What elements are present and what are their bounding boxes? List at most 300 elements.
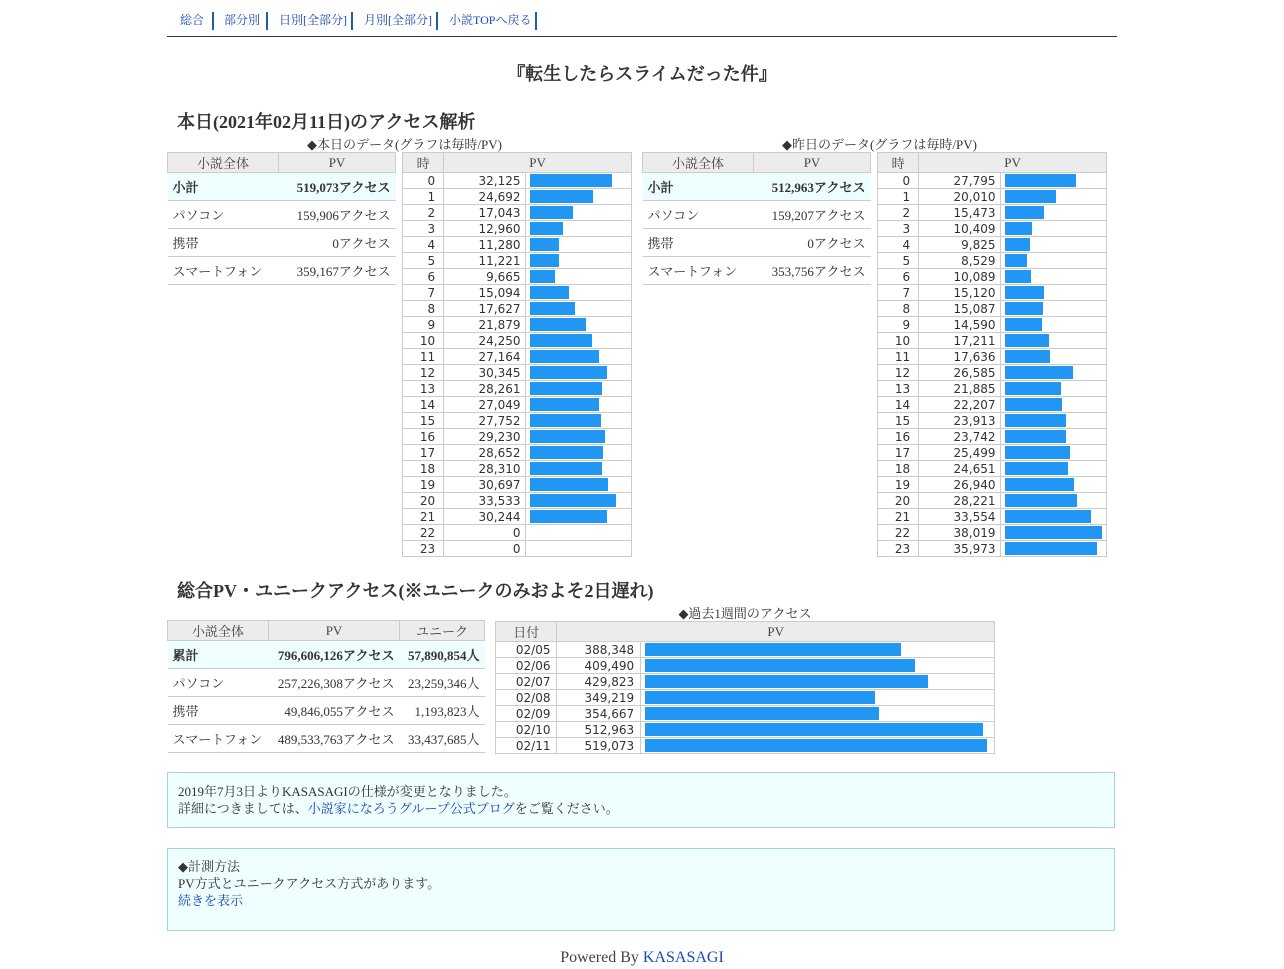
pv-cell: 22,207 [919, 397, 1000, 413]
row-label: パソコン [168, 669, 269, 697]
bar-cell [525, 413, 631, 429]
hourly-row [878, 173, 1107, 189]
method-title: ◆計測方法 [178, 859, 240, 874]
hourly-row [878, 413, 1107, 429]
pv-cell: 26,940 [919, 477, 1000, 493]
pv-bar [530, 430, 605, 443]
hour-cell: 12 [403, 365, 444, 381]
col-header: PV [919, 153, 1107, 173]
row-pv: 796,606,126アクセス [269, 641, 400, 669]
pv-bar [1005, 302, 1043, 315]
notice-suffix: をご覧ください。 [514, 801, 619, 816]
pv-cell: 15,094 [444, 285, 525, 301]
pv-bar [645, 739, 987, 752]
hourly-row [878, 253, 1107, 269]
today-summary-table [167, 152, 396, 285]
pv-bar [1005, 174, 1076, 187]
pv-bar [1005, 254, 1027, 267]
bar-cell [1000, 301, 1106, 317]
hour-cell: 6 [878, 269, 919, 285]
bar-cell [1000, 205, 1106, 221]
bar-cell [1000, 493, 1106, 509]
pv-bar [530, 462, 602, 475]
bar-cell [525, 525, 631, 541]
table-row [168, 697, 485, 725]
hour-cell: 1 [403, 189, 444, 205]
hourly-row [878, 333, 1107, 349]
col-header: ユニーク [400, 621, 485, 641]
pv-bar [530, 238, 559, 251]
date-cell: 02/11 [496, 738, 557, 754]
bar-cell [641, 722, 995, 738]
pv-bar [1005, 366, 1073, 379]
pv-cell: 23,913 [919, 413, 1000, 429]
bar-cell [1000, 173, 1106, 189]
pv-bar [530, 414, 601, 427]
hour-cell: 2 [403, 205, 444, 221]
weekly-row [496, 674, 995, 690]
hour-cell: 20 [878, 493, 919, 509]
pv-cell: 15,087 [919, 301, 1000, 317]
hour-cell: 22 [403, 525, 444, 541]
pv-cell: 24,250 [444, 333, 525, 349]
hour-cell: 3 [878, 221, 919, 237]
bar-cell [525, 189, 631, 205]
col-header: 時 [403, 153, 444, 173]
pv-cell: 15,473 [919, 205, 1000, 221]
weekly-row [496, 722, 995, 738]
nav-separator [535, 12, 537, 30]
hourly-row [878, 541, 1107, 557]
nav-separator [266, 12, 268, 30]
col-header: PV [754, 153, 871, 173]
row-label: 携帯 [643, 229, 754, 257]
novel-title: 『転生したらスライムだった件』 [507, 64, 777, 84]
bar-cell [525, 269, 631, 285]
hour-cell: 3 [403, 221, 444, 237]
weekly-row [496, 706, 995, 722]
bar-cell [525, 285, 631, 301]
pv-bar [530, 366, 607, 379]
hourly-row [878, 301, 1107, 317]
row-unique: 1,193,823人 [400, 697, 485, 725]
pv-bar [1005, 222, 1032, 235]
hour-cell: 0 [403, 173, 444, 189]
pv-bar [1005, 526, 1102, 539]
pv-cell: 15,120 [919, 285, 1000, 301]
pv-bar [530, 398, 599, 411]
bar-cell [1000, 189, 1106, 205]
hour-cell: 16 [878, 429, 919, 445]
hourly-row [403, 525, 632, 541]
bar-cell [525, 541, 631, 557]
pv-cell: 27,049 [444, 397, 525, 413]
hourly-row [403, 189, 632, 205]
today-hourly-table [402, 152, 632, 557]
pv-bar [530, 446, 603, 459]
col-header: PV [279, 153, 396, 173]
method-box [167, 848, 1115, 931]
nav-by-part-link[interactable]: 部分別 [224, 13, 261, 27]
date-cell: 02/06 [496, 658, 557, 674]
pv-cell: 23,742 [919, 429, 1000, 445]
hourly-row [878, 477, 1107, 493]
row-label: パソコン [168, 201, 279, 229]
row-value: 159,906アクセス [279, 201, 396, 229]
pv-bar [530, 254, 559, 267]
row-pv: 257,226,308アクセス [269, 669, 400, 697]
row-value: 359,167アクセス [279, 257, 396, 285]
hour-cell: 21 [403, 509, 444, 525]
table-row [643, 257, 871, 285]
pv-bar [530, 494, 616, 507]
pv-cell: 17,627 [444, 301, 525, 317]
bar-cell [525, 237, 631, 253]
hour-cell: 9 [403, 317, 444, 333]
hour-cell: 15 [878, 413, 919, 429]
bar-cell [1000, 525, 1106, 541]
bar-cell [1000, 477, 1106, 493]
bar-cell [641, 674, 995, 690]
hourly-row [403, 205, 632, 221]
hourly-row [403, 221, 632, 237]
nav-daily-link[interactable]: 日別[全部分] [279, 13, 347, 27]
pv-cell: 28,652 [444, 445, 525, 461]
bar-cell [641, 738, 995, 754]
row-label: スマートフォン [168, 257, 279, 285]
pv-bar [1005, 238, 1030, 251]
pv-cell: 9,825 [919, 237, 1000, 253]
hourly-row [403, 445, 632, 461]
hourly-row [403, 381, 632, 397]
hour-cell: 14 [878, 397, 919, 413]
bar-cell [525, 253, 631, 269]
row-label: 携帯 [168, 697, 269, 725]
hour-cell: 23 [403, 541, 444, 557]
hour-cell: 18 [878, 461, 919, 477]
pv-cell: 11,221 [444, 253, 525, 269]
row-label: 小計 [643, 173, 754, 201]
yesterday-summary-table [642, 152, 871, 285]
hourly-row [878, 525, 1107, 541]
row-value: 159,207アクセス [754, 201, 871, 229]
hourly-row [403, 285, 632, 301]
weekly-table [495, 621, 995, 754]
pv-bar [1005, 382, 1061, 395]
hour-cell: 18 [403, 461, 444, 477]
row-pv: 489,533,763アクセス [269, 725, 400, 753]
hourly-row [403, 493, 632, 509]
nav-monthly-link[interactable]: 月別[全部分] [364, 13, 432, 27]
hourly-row [878, 429, 1107, 445]
hour-cell: 8 [403, 301, 444, 317]
table-row [168, 725, 485, 753]
bar-cell [525, 461, 631, 477]
row-label: 携帯 [168, 229, 279, 257]
bar-cell [1000, 221, 1106, 237]
hourly-row [878, 365, 1107, 381]
pv-cell: 17,043 [444, 205, 525, 221]
yesterday-caption: ◆昨日のデータ(グラフは毎時/PV) [782, 137, 977, 152]
pv-cell: 388,348 [557, 642, 641, 658]
row-label: 小計 [168, 173, 279, 201]
bar-cell [1000, 509, 1106, 525]
hourly-row [403, 413, 632, 429]
hour-cell: 21 [878, 509, 919, 525]
bar-cell [525, 381, 631, 397]
pv-cell: 24,692 [444, 189, 525, 205]
hourly-row [878, 493, 1107, 509]
official-blog-link[interactable]: 小説家になろうグループ公式ブログ [307, 801, 515, 816]
pv-bar [1005, 494, 1077, 507]
method-text: PV方式とユニークアクセス方式があります。 [178, 876, 441, 891]
bar-cell [1000, 237, 1106, 253]
hour-cell: 13 [878, 381, 919, 397]
table-row [643, 229, 871, 257]
hour-cell: 8 [878, 301, 919, 317]
bar-cell [525, 317, 631, 333]
table-row [168, 641, 485, 669]
pv-bar [530, 174, 612, 187]
bar-cell [525, 301, 631, 317]
date-cell: 02/05 [496, 642, 557, 658]
bar-cell [525, 397, 631, 413]
row-unique: 57,890,854人 [400, 641, 485, 669]
hour-cell: 13 [403, 381, 444, 397]
bar-cell [525, 365, 631, 381]
table-row [168, 201, 396, 229]
bar-cell [1000, 317, 1106, 333]
pv-cell: 9,665 [444, 269, 525, 285]
pv-bar [645, 675, 928, 688]
pv-bar [1005, 286, 1044, 299]
nav-separator [351, 12, 353, 30]
weekly-row [496, 690, 995, 706]
bar-cell [525, 445, 631, 461]
weekly-row [496, 642, 995, 658]
pv-bar [645, 691, 875, 704]
pv-bar [1005, 398, 1062, 411]
hour-cell: 17 [403, 445, 444, 461]
bar-cell [1000, 285, 1106, 301]
bar-cell [1000, 381, 1106, 397]
bar-cell [1000, 461, 1106, 477]
pv-cell: 14,590 [919, 317, 1000, 333]
pv-cell: 17,636 [919, 349, 1000, 365]
hourly-row [403, 237, 632, 253]
date-cell: 02/08 [496, 690, 557, 706]
pv-bar [1005, 462, 1068, 475]
hour-cell: 9 [878, 317, 919, 333]
pv-cell: 28,310 [444, 461, 525, 477]
hour-cell: 16 [403, 429, 444, 445]
pv-cell: 35,973 [919, 541, 1000, 557]
bar-cell [525, 509, 631, 525]
hourly-row [403, 301, 632, 317]
pv-cell: 33,554 [919, 509, 1000, 525]
pv-cell: 354,667 [557, 706, 641, 722]
hourly-row [878, 269, 1107, 285]
yesterday-hourly-table [877, 152, 1107, 557]
col-header: PV [269, 621, 400, 641]
bar-cell [1000, 397, 1106, 413]
pv-bar [645, 659, 915, 672]
date-cell: 02/09 [496, 706, 557, 722]
pv-bar [530, 334, 592, 347]
hour-cell: 11 [403, 349, 444, 365]
pv-cell: 11,280 [444, 237, 525, 253]
hourly-row [878, 221, 1107, 237]
hour-cell: 19 [403, 477, 444, 493]
pv-bar [1005, 430, 1066, 443]
pv-cell: 409,490 [557, 658, 641, 674]
weekly-caption: ◆過去1週間のアクセス [678, 606, 812, 621]
notice-box [167, 772, 1115, 828]
bar-cell [525, 221, 631, 237]
bar-cell [1000, 253, 1106, 269]
hourly-row [403, 349, 632, 365]
pv-cell: 429,823 [557, 674, 641, 690]
hour-cell: 17 [878, 445, 919, 461]
hour-cell: 14 [403, 397, 444, 413]
bar-cell [1000, 333, 1106, 349]
hourly-row [403, 253, 632, 269]
bar-cell [641, 642, 995, 658]
col-header: 小説全体 [168, 153, 279, 173]
pv-cell: 33,533 [444, 493, 525, 509]
hour-cell: 12 [878, 365, 919, 381]
pv-bar [530, 190, 593, 203]
pv-bar [1005, 446, 1070, 459]
bar-cell [525, 173, 631, 189]
notice-prefix: 詳細につきましては、 [178, 801, 308, 816]
bar-cell [641, 658, 995, 674]
pv-cell: 0 [444, 525, 525, 541]
pv-cell: 20,010 [919, 189, 1000, 205]
weekly-row [496, 738, 995, 754]
pv-bar [1005, 270, 1031, 283]
pv-cell: 512,963 [557, 722, 641, 738]
pv-cell: 21,879 [444, 317, 525, 333]
hourly-row [878, 397, 1107, 413]
col-header: PV [557, 622, 995, 642]
nav-overview-link[interactable]: 総合 [180, 13, 205, 27]
table-row [168, 257, 396, 285]
notice-line-1: 2019年7月3日よりKASASAGIの仕様が変更となりました。 [178, 784, 517, 799]
hour-cell: 7 [403, 285, 444, 301]
pv-cell: 38,019 [919, 525, 1000, 541]
pv-cell: 519,073 [557, 738, 641, 754]
hour-cell: 23 [878, 541, 919, 557]
kasasagi-link[interactable]: KASASAGI [642, 949, 724, 966]
pv-bar [1005, 318, 1042, 331]
hourly-row [878, 445, 1107, 461]
weekly-row [496, 658, 995, 674]
bar-cell [1000, 445, 1106, 461]
pv-bar [645, 643, 901, 656]
bar-cell [641, 690, 995, 706]
hour-cell: 19 [878, 477, 919, 493]
table-row [643, 173, 871, 201]
bar-cell [1000, 365, 1106, 381]
pv-bar [1005, 334, 1049, 347]
pv-bar [645, 707, 879, 720]
bar-cell [525, 349, 631, 365]
bar-cell [1000, 541, 1106, 557]
pv-cell: 10,409 [919, 221, 1000, 237]
pv-bar [530, 318, 586, 331]
hourly-row [403, 269, 632, 285]
pv-cell: 27,164 [444, 349, 525, 365]
pv-bar [530, 222, 563, 235]
pv-bar [645, 723, 983, 736]
row-value: 512,963アクセス [754, 173, 871, 201]
hourly-row [878, 317, 1107, 333]
hour-cell: 6 [403, 269, 444, 285]
pv-bar [1005, 478, 1074, 491]
table-row [643, 201, 871, 229]
row-unique: 23,259,346人 [400, 669, 485, 697]
show-more-link[interactable]: 続きを表示 [178, 893, 244, 908]
hourly-row [878, 381, 1107, 397]
row-pv: 49,846,055アクセス [269, 697, 400, 725]
table-row [168, 669, 485, 697]
pv-cell: 30,244 [444, 509, 525, 525]
nav-separator [436, 12, 438, 30]
row-value: 519,073アクセス [279, 173, 396, 201]
pv-bar [1005, 350, 1050, 363]
pv-cell: 349,219 [557, 690, 641, 706]
pv-cell: 30,345 [444, 365, 525, 381]
row-value: 353,756アクセス [754, 257, 871, 285]
hourly-row [403, 477, 632, 493]
hourly-row [403, 429, 632, 445]
bar-cell [641, 706, 995, 722]
nav-separator [212, 12, 214, 30]
col-header: 日付 [496, 622, 557, 642]
nav-novel-top-link[interactable]: 小説TOPへ戻る [449, 13, 532, 27]
row-unique: 33,437,685人 [400, 725, 485, 753]
pv-bar [530, 302, 575, 315]
hour-cell: 10 [878, 333, 919, 349]
bar-cell [1000, 349, 1106, 365]
hour-cell: 11 [878, 349, 919, 365]
pv-bar [530, 510, 607, 523]
hourly-row [878, 285, 1107, 301]
hourly-row [878, 349, 1107, 365]
today-heading: 本日(2021年02月11日)のアクセス解析 [177, 112, 476, 132]
hourly-row [878, 237, 1107, 253]
pv-cell: 17,211 [919, 333, 1000, 349]
pv-cell: 26,585 [919, 365, 1000, 381]
row-label: 累計 [168, 641, 269, 669]
pv-cell: 0 [444, 541, 525, 557]
pv-cell: 28,261 [444, 381, 525, 397]
hour-cell: 2 [878, 205, 919, 221]
top-nav [167, 10, 1117, 37]
bar-cell [525, 493, 631, 509]
pv-cell: 28,221 [919, 493, 1000, 509]
date-cell: 02/07 [496, 674, 557, 690]
pv-cell: 10,089 [919, 269, 1000, 285]
col-header: 小説全体 [643, 153, 754, 173]
pv-bar [1005, 510, 1091, 523]
bar-cell [1000, 413, 1106, 429]
hourly-row [403, 397, 632, 413]
pv-cell: 24,651 [919, 461, 1000, 477]
pv-cell: 27,752 [444, 413, 525, 429]
total-summary-table [167, 620, 485, 753]
